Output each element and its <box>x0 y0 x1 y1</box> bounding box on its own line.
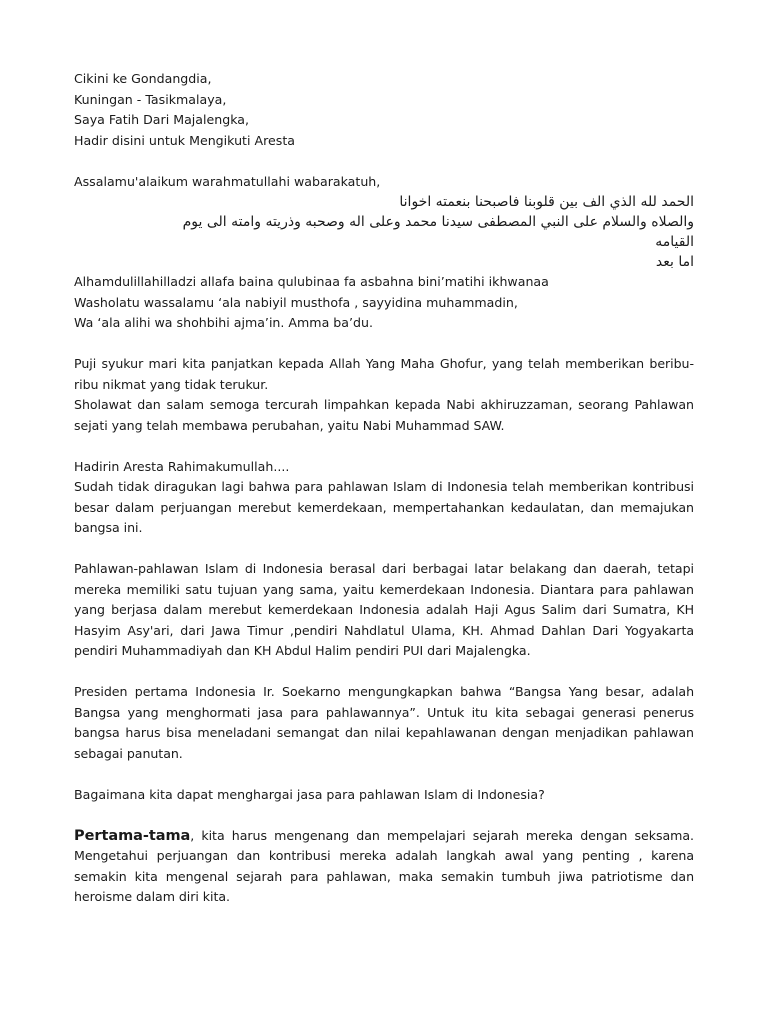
paragraph-first-point <box>74 826 694 908</box>
latin-prayer-line: Alhamdulillahilladzi allafa baina qulubinaa fa asbahna bini’matihi ikhwanaa <box>74 274 549 289</box>
spacer <box>74 436 694 457</box>
audience-address: Hadirin Aresta Rahimakumullah.... <box>74 458 290 474</box>
spacer <box>74 539 694 560</box>
document-body <box>74 69 694 908</box>
spacer <box>74 662 694 683</box>
paragraph-sholawat: Sholawat dan salam semoga tercurah limpahkan kepada Nabi akhiruzzaman, seorang Pahlawan sejati yang telah membawa perubahan, yaitu Nabi Muhammad SAW. <box>74 397 694 433</box>
paragraph-syukur: Puji syukur mari kita panjatkan kepada Allah Yang Maha Ghofur, yang telah memberikan beribu-ribu nikmat yang tidak terukur. <box>74 356 694 392</box>
arabic-line: القيامه <box>655 234 694 250</box>
paragraph-latar: Pahlawan-pahlawan Islam di Indonesia berasal dari berbagai latar belakang dan daerah, tetapi mereka memiliki satu tujuan yang sama, yaitu kemerdekaan Indonesia. Diantara para pahlawan yang berjasa dalam merebut kemerdekaan Indonesia adalah Haji Agus Salim dari Sumatra, KH Hasyim Asy'ari, dari Jawa Timur ,pendiri Nahdlatul Ulama, KH. Ahmad Dahlan Dari Yogyakarta pendiri Muhammadiyah dan KH Abdul Halim pendiri PUI dari Majalengka. <box>74 561 694 658</box>
latin-prayer-line: Washolatu wassalamu ‘ala nabiyil musthofa , sayyidina muhammadin, <box>74 294 518 310</box>
first-point-lead: Pertama-tama <box>74 827 191 844</box>
intro-line: Hadir disini untuk Mengikuti Aresta <box>74 132 295 148</box>
intro-line: Saya Fatih Dari Majalengka, <box>74 112 250 127</box>
arabic-line: الحمد لله الذي الف بين قلوبنا فاصبحنا بنعمته اخوانا <box>399 194 694 210</box>
spacer <box>74 764 694 785</box>
first-point-body: , kita harus mengenang dan mempelajari sejarah mereka dengan seksama. Mengetahui perjuangan dan kontribusi mereka adalah langkah awal yang penting , karena semakin kita mengenal sejarah para pahlawan, maka semakin tumbuh jiwa patriotisme dan heroisme dalam diri kita. <box>74 827 694 904</box>
arabic-line: اما بعد <box>655 254 694 270</box>
paragraph-soekarno: Presiden pertama Indonesia Ir. Soekarno mengungkapkan bahwa “Bangsa Yang besar, adalah Bangsa yang menghormati jasa para pahlawannya”. Untuk itu kita sebagai generasi penerus bangsa harus bisa meneladani semangat dan nilai kepahlawanan dengan menjadikan pahlawan sebagai panutan. <box>74 684 694 761</box>
arabic-prayer <box>74 192 694 272</box>
arabic-line: والصلاه والسلام على النبي المصطفى سيدنا محمد وعلى اله وصحبه وذريته وامته الى يوم <box>182 214 694 230</box>
intro-line: Kuningan - Tasikmalaya, <box>74 91 227 107</box>
spacer <box>74 805 694 826</box>
spacer <box>74 334 694 355</box>
intro-line: Cikini ke Gondangdia, <box>74 71 212 86</box>
paragraph-kontribusi: Sudah tidak diragukan lagi bahwa para pahlawan Islam di Indonesia telah memberikan kontribusi besar dalam perjuangan merebut kemerdekaan, mempertahankan kedaulatan, dan memajukan bangsa ini. <box>74 479 694 535</box>
latin-prayer-line: Wa ‘ala alihi wa shohbihi ajma’in. Amma ba’du. <box>74 315 373 330</box>
spacer <box>74 151 694 172</box>
question-line: Bagaimana kita dapat menghargai jasa para pahlawan Islam di Indonesia? <box>74 786 545 802</box>
greeting: Assalamu'alaikum warahmatullahi wabarakatuh, <box>74 173 381 189</box>
